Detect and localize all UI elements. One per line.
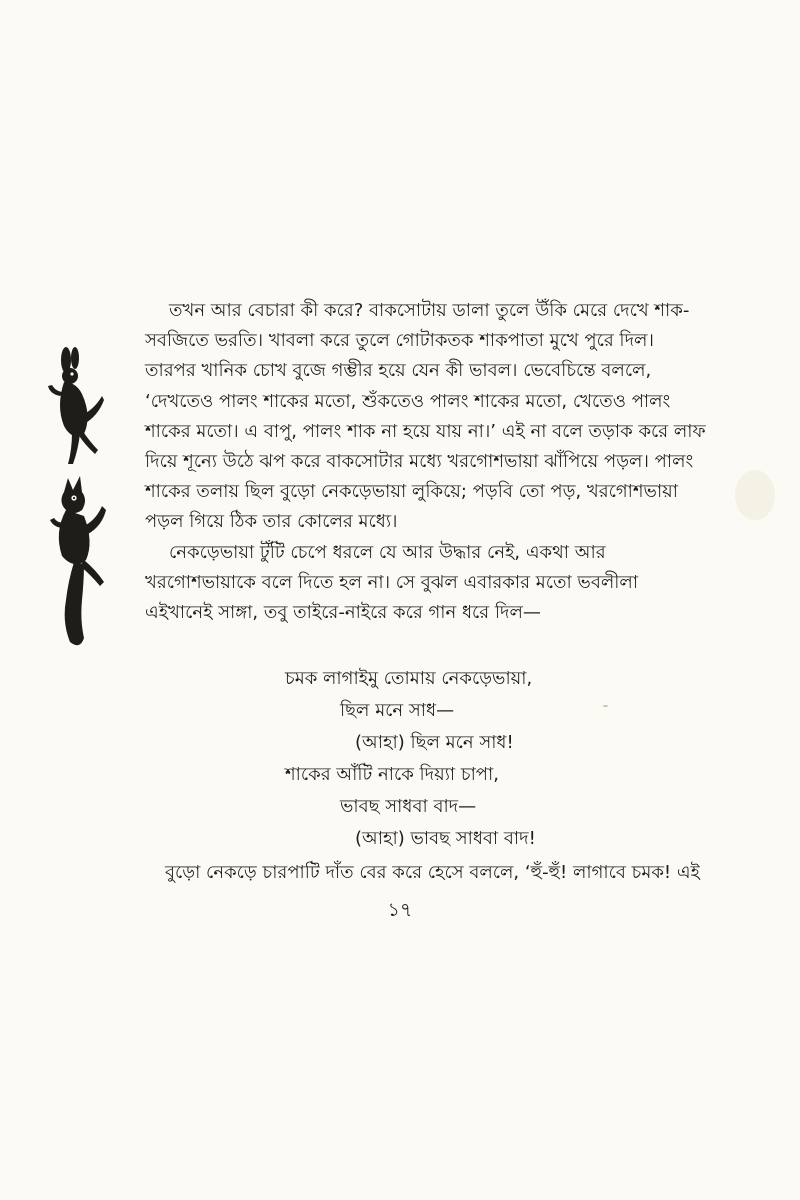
paragraph bbox=[145, 538, 723, 629]
text-line: শাকের তলায় ছিল বুড়ো নেকড়েভায়া লুকিয়ে; পড়বি তো পড়, খরগোশভায়া bbox=[145, 481, 678, 503]
page-number: ১৭ bbox=[387, 899, 413, 921]
wolf-illustration bbox=[40, 470, 114, 652]
text-line: সবজিতে ভরতি। খাবলা করে তুলে গোটাকতক শাকপাতা মুখে পুরে দিল। bbox=[145, 330, 654, 352]
text-line: তারপর খানিক চোখ বুজে গম্ভীর হয়ে যেন কী ভাবল। ভেবেচিন্তে বললে, bbox=[145, 360, 652, 382]
poem-line: শাকের আঁটি নাকে দিয়্যা চাপা, bbox=[285, 764, 499, 785]
poem-line: (আহা) ভাবছ সাধবা বাদ! bbox=[355, 828, 536, 849]
text-line: নেকড়েভায়া টুঁটি চেপে ধরলে যে আর উদ্ধার নেই, একথা আর bbox=[169, 541, 606, 563]
poem-line: ছিল মনে সাধ— bbox=[340, 700, 455, 721]
poem-line: চমক লাগাইমু তোমায় নেকড়েভায়া, bbox=[285, 668, 533, 689]
text-line: ‘দেখতেও পালং শাকের মতো, শুঁকতেও পালং শাকের মতো, খেতেও পালং bbox=[145, 390, 671, 412]
paper-stain bbox=[735, 470, 775, 520]
text-line: পড়ল গিয়ে ঠিক তার কোলের মধ্যে। bbox=[145, 511, 398, 533]
poem-line: (আহা) ছিল মনে সাধ! bbox=[355, 732, 514, 753]
text-line: দিয়ে শূন্যে উঠে ঝপ করে বাকসোটার মধ্যে খরগোশভায়া ঝাঁপিয়ে পড়ল। পালং bbox=[145, 451, 694, 473]
text-line: তখন আর বেচারা কী করে? বাকসোটায় ডালা তুলে উঁকি মেরে দেখে শাক- bbox=[169, 300, 690, 321]
paper-speck bbox=[603, 705, 608, 707]
text-line: খরগোশভায়াকে বলে দিতে হল না। সে বুঝল এবারকার মতো ভবলীলা bbox=[145, 571, 639, 593]
closing-line: বুড়ো নেকড়ে চারপাটি দাঁত বের করে হেসে বললে, ‘হুঁ-হুঁ! লাগাবে চমক! এই bbox=[165, 862, 700, 883]
text-line: শাকের মতো। এ বাপু, পালং শাক না হয়ে যায় না।’ এই না বলে তড়াক করে লাফ bbox=[145, 420, 706, 442]
prose-body bbox=[145, 296, 723, 628]
rabbit-illustration bbox=[42, 346, 110, 468]
poem-line: ভাবছ সাধবা বাদ— bbox=[340, 796, 477, 817]
text-line: এইখানেই সাঙ্গা, তবু তাইরে-নাইরে করে গান ধরে দিল— bbox=[145, 602, 541, 624]
paragraph bbox=[145, 296, 723, 538]
